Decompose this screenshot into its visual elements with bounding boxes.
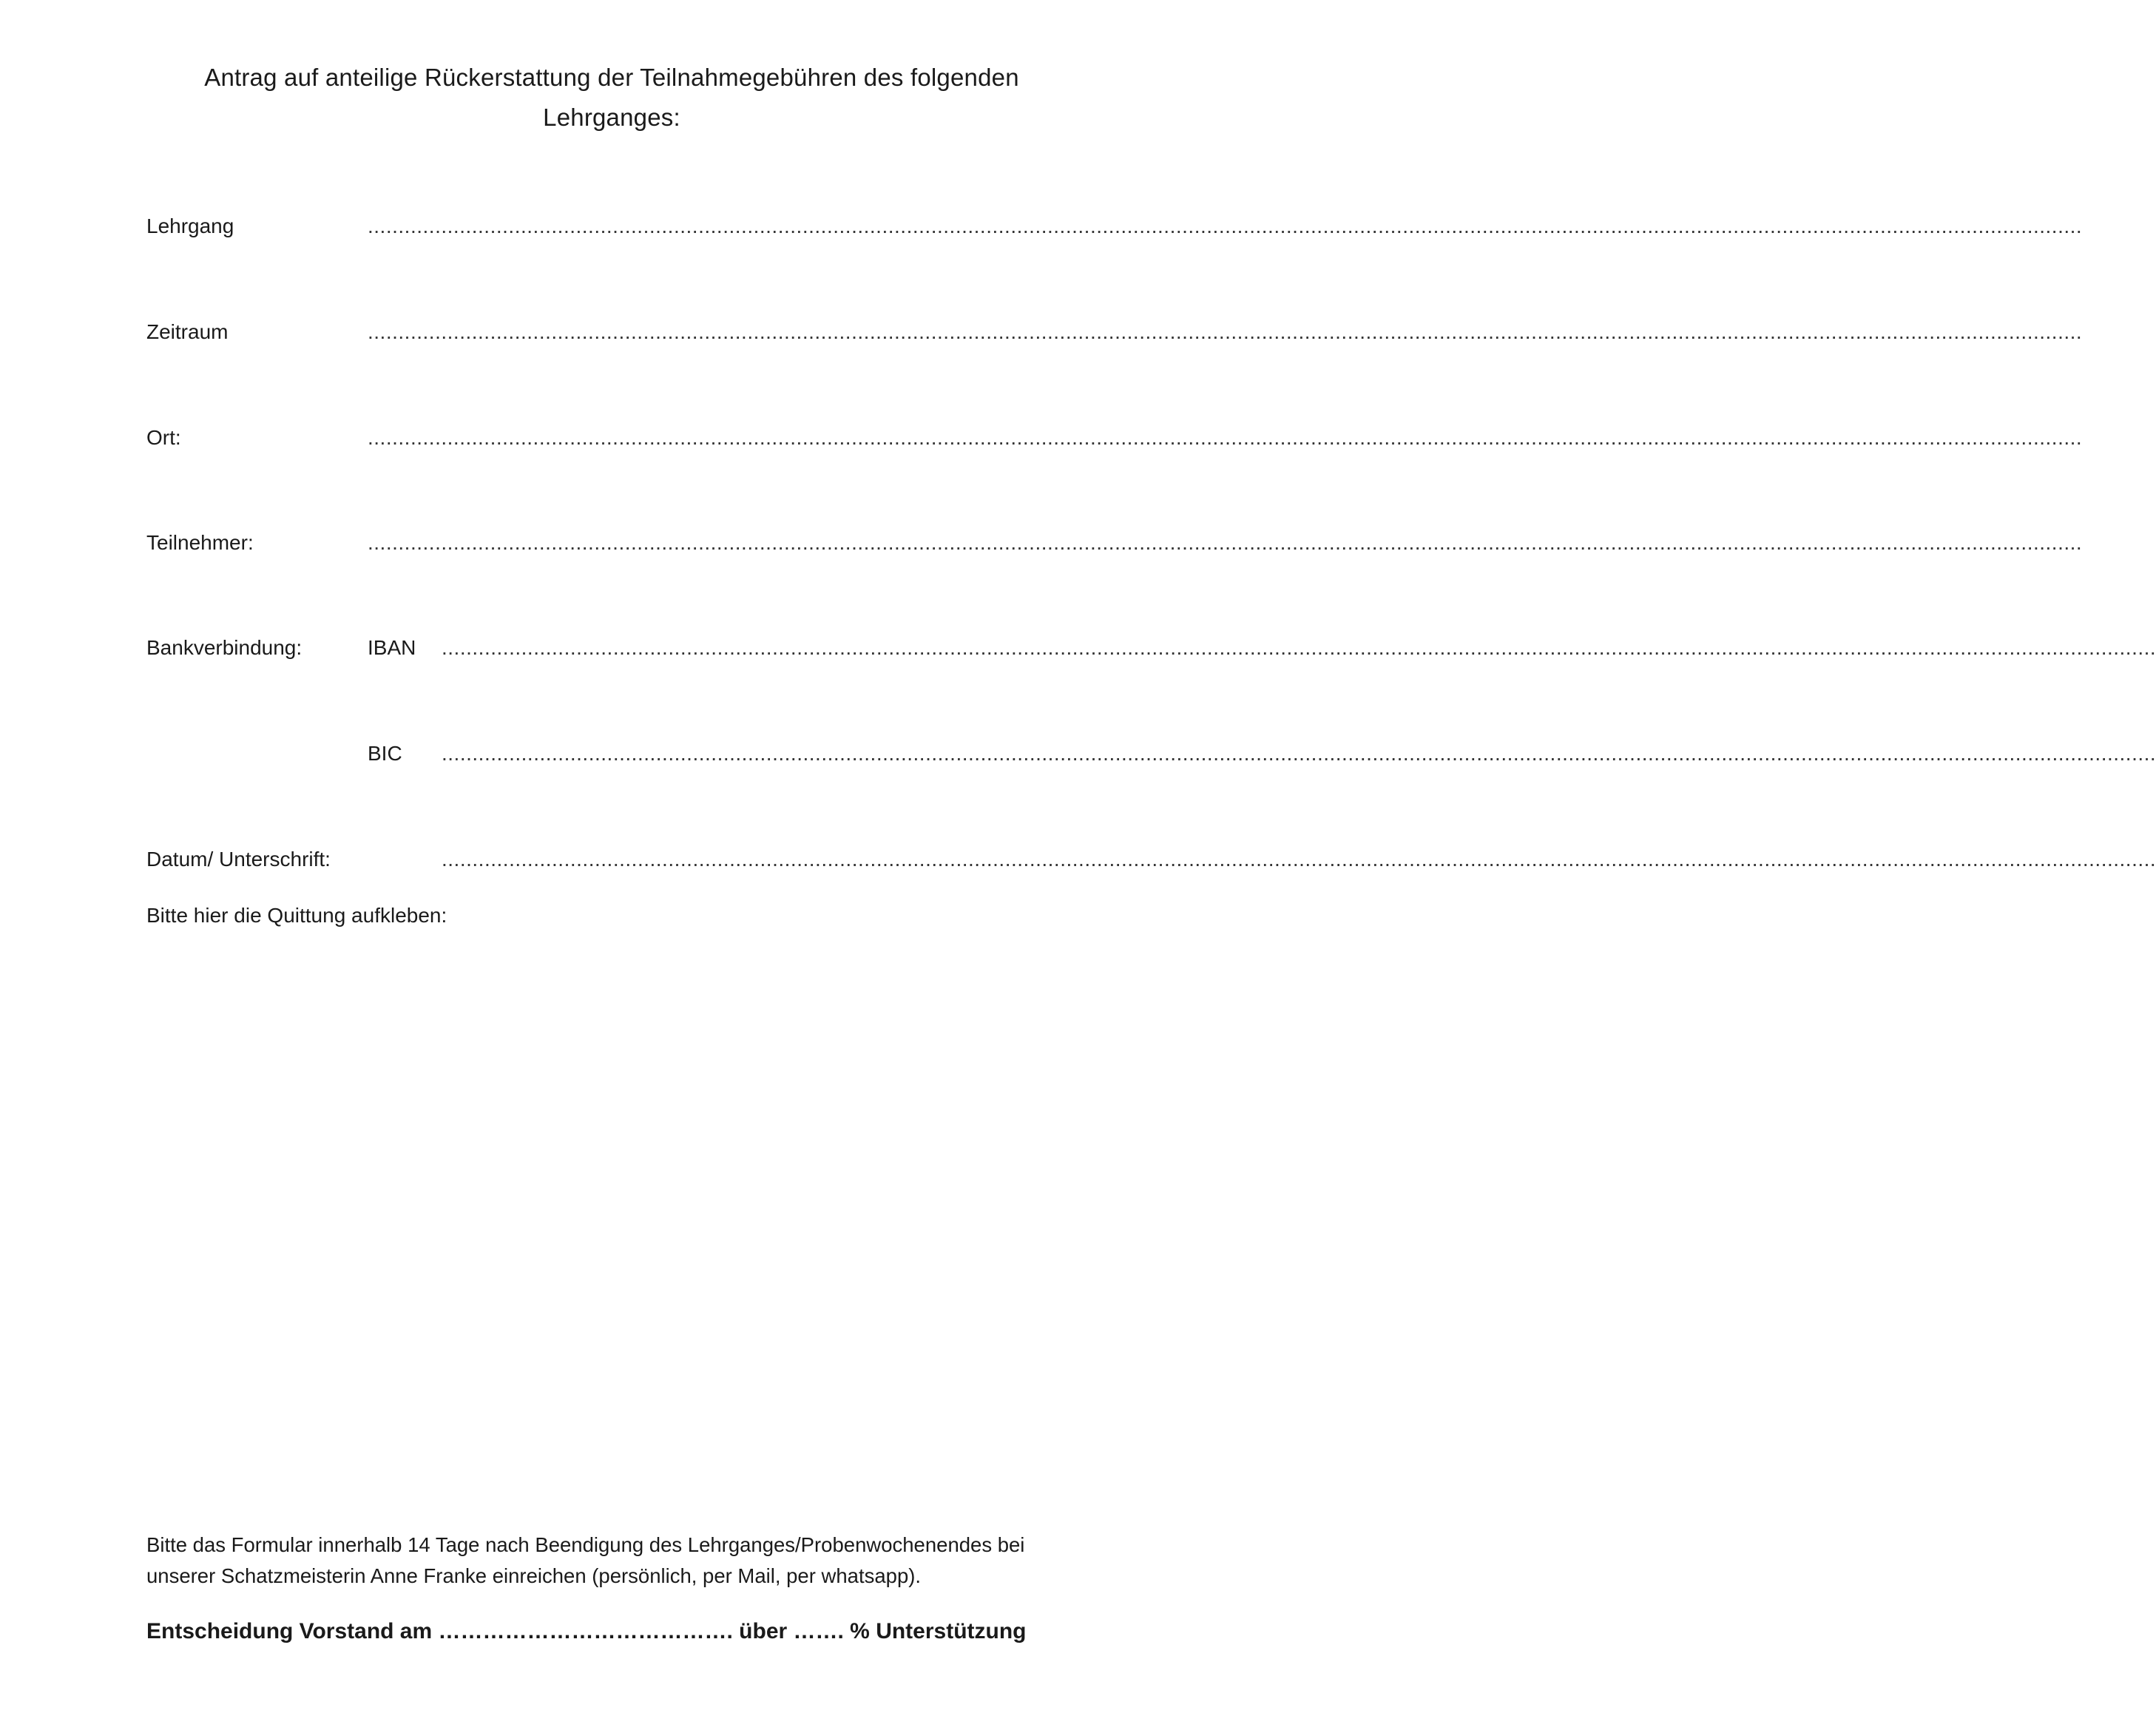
zeitraum-label: Zeitraum (146, 320, 229, 343)
ort-label: Ort: (146, 426, 181, 449)
signature-fill-line[interactable]: ........................................................................................................................................................................................................................................................................................ (442, 848, 2156, 871)
iban-fill-line[interactable]: ........................................................................................................................................................................................................................................................................................ (442, 636, 2156, 659)
bic-fill-line[interactable]: ........................................................................................................................................................................................................................................................................................ (442, 742, 2156, 765)
bic-label: BIC (368, 742, 402, 765)
form-title-line-1: Antrag auf anteilige Rückerstattung der Teilnahmegebühren des folgenden (204, 64, 1019, 91)
form-title-line-2: Lehrganges: (543, 104, 680, 131)
iban-label: IBAN (368, 636, 416, 659)
teilnehmer-label: Teilnehmer: (146, 531, 254, 554)
board-decision-line: Entscheidung Vorstand am …………………………………. über ……. % Unterstützung (146, 1619, 1027, 1643)
ort-fill-line[interactable]: ........................................................................................................................................................................................................................................................................................ (368, 426, 2083, 449)
footer-instruction-line-2: unserer Schatzmeisterin Anne Franke einreichen (persönlich, per Mail, per whatsapp). (146, 1564, 922, 1587)
lehrgang-label: Lehrgang (146, 214, 234, 237)
receipt-note: Bitte hier die Quittung aufkleben: (146, 904, 447, 927)
datum-unterschrift-label: Datum/ Unterschrift: (146, 848, 331, 871)
lehrgang-fill-line[interactable]: ........................................................................................................................................................................................................................................................................................ (368, 214, 2083, 237)
teilnehmer-fill-line[interactable]: ........................................................................................................................................................................................................................................................................................ (368, 531, 2083, 554)
zeitraum-fill-line[interactable]: ........................................................................................................................................................................................................................................................................................ (368, 320, 2083, 343)
bankverbindung-label: Bankverbindung: (146, 636, 303, 659)
footer-instruction-line-1: Bitte das Formular innerhalb 14 Tage nach Beendigung des Lehrganges/Probenwochenendes bei (146, 1533, 1025, 1556)
